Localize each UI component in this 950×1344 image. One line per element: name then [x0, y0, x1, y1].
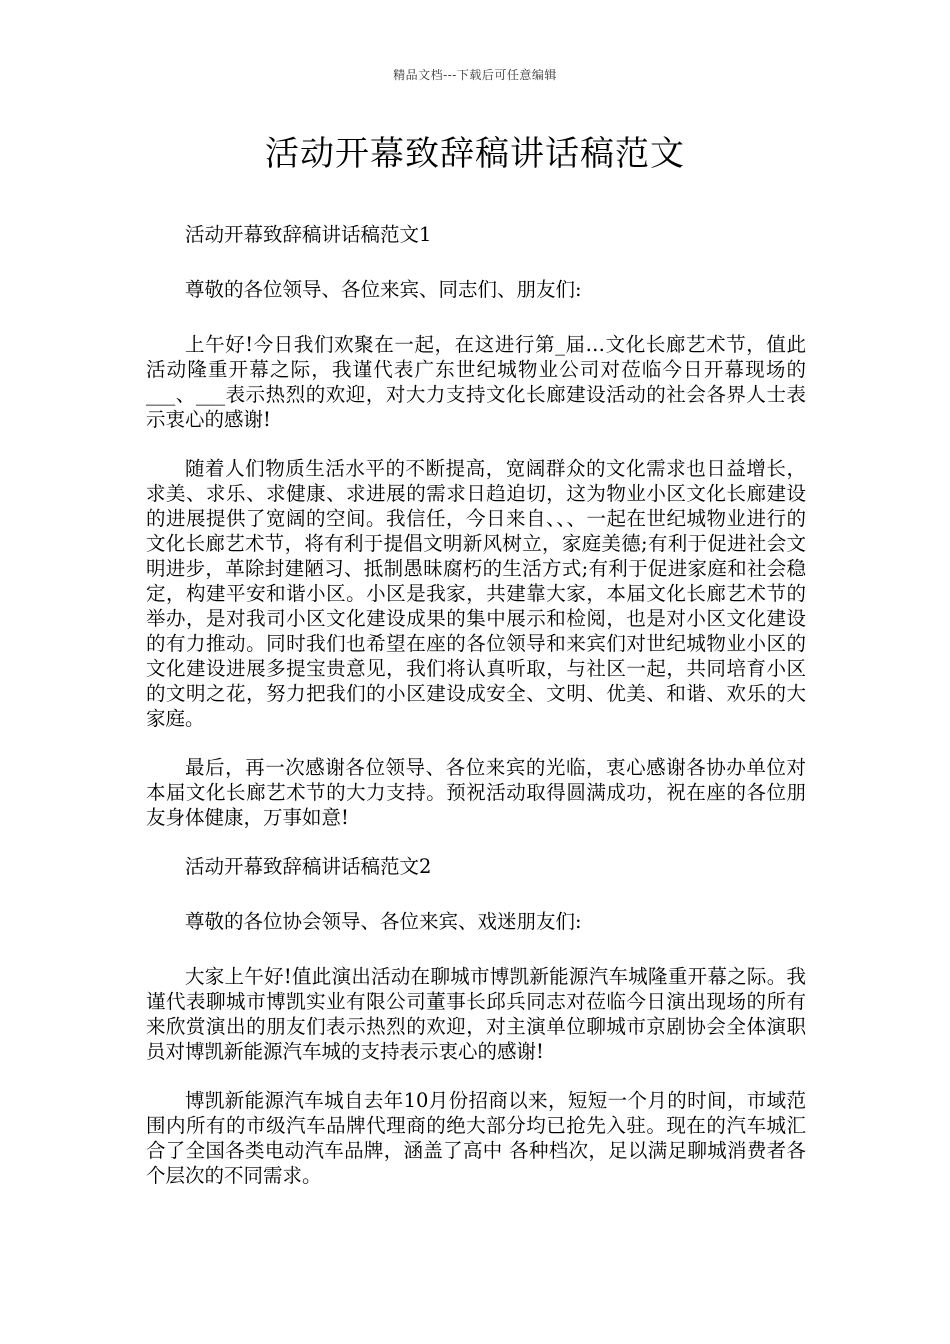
document-title: 活动开幕致辞稿讲话稿范文: [265, 134, 685, 174]
header-note: 精品文档---下载后可任意编辑: [393, 68, 557, 82]
body-paragraph: 随着人们物质生活水平的不断提高，宽阔群众的文化需求也日益增长，求美、求乐、求健康、求进展的需求日趋迫切，这为物业小区文化长廊建设的进展提供了宽阔的空间。我信任，今日来自、、、一起在世纪城物业进行的文化长廊艺术节，将有利于提倡文明新风树立，家庭美德;有利于促进社会文明进步，革除封建陋习、抵制愚昧腐朽的生活方式;有利于促进家庭和社会稳定，构建平安和谐小区。小区是我家，共建靠大家，本届文化长廊艺术节的举办，是对我司小区文化建设成果的集中展示和检阅，也是对小区文化建设的有力推动。同时我们也希望在座的各位领导和来宾们对世纪城物业小区的文化建设进展多提宝贵意见，我们将认真听取，与社区一起，共同培育小区的文明之花，努力把我们的小区建设成安全、文明、优美、和谐、欢乐的大家庭。: [146, 457, 806, 730]
body-paragraph: 大家上午好!值此演出活动在聊城市博凯新能源汽车城隆重开幕之际。我谨代表聊城市博凯实业有限公司董事长邱兵同志对莅临今日演出现场的所有来欣赏演出的朋友们表示热烈的欢迎，对主演单位聊城市京剧协会全体演职员对博凯新能源汽车城的支持表示衷心的感谢!: [146, 965, 806, 1063]
document-body: [146, 222, 806, 1212]
body-paragraph: 上午好!今日我们欢聚在一起，在这进行第_届…文化长廊艺术节，值此活动隆重开幕之际，我谨代表广东世纪城物业公司对莅临今日开幕现场的___、___表示热烈的欢迎，对大力支持文化长廊建设活动的社会各界人士表示衷心的感谢!: [146, 333, 806, 431]
body-paragraph: 最后，再一次感谢各位领导、各位来宾的光临，衷心感谢各协办单位对本届文化长廊艺术节的大力支持。预祝活动取得圆满成功，祝在座的各位朋友身体健康，万事如意!: [146, 756, 806, 829]
body-paragraph: 博凯新能源汽车城自去年10月份招商以来，短短一个月的时间，市域范围内所有的市级汽车品牌代理商的绝大部分均已抢先入驻。现在的汽车城汇合了全国各类电动汽车品牌，涵盖了高中 各种档次，足以满足聊城消费者各个层次的不同需求。: [146, 1089, 806, 1187]
salutation-1: 尊敬的各位领导、各位来宾、同志们、朋友们:: [185, 278, 582, 301]
section-heading-2: 活动开幕致辞稿讲话稿范文2: [185, 855, 432, 878]
section-heading-1: 活动开幕致辞稿讲话稿范文1: [185, 223, 432, 246]
salutation-2: 尊敬的各位协会领导、各位来宾、戏迷朋友们:: [185, 910, 582, 933]
